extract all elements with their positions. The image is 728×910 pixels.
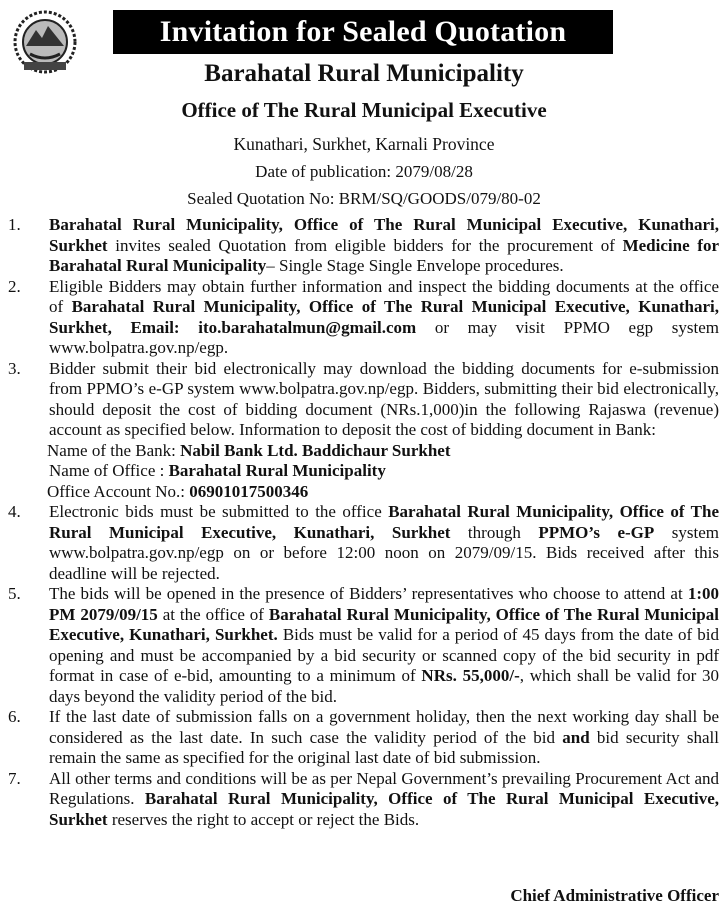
publication-date: Date of publication: 2079/08/28 bbox=[255, 162, 473, 181]
list-item bbox=[0, 502, 728, 584]
office-label: Name of Office : bbox=[49, 461, 169, 480]
office-name: Office of The Rural Municipal Executive bbox=[181, 98, 547, 122]
item-text: at the office of bbox=[157, 604, 269, 624]
bold-text: 1:00 PM 2079/09/15 bbox=[49, 584, 719, 624]
item-number: 6. bbox=[8, 707, 21, 726]
item-text: invites sealed Quotation from eligible bidders for the procurement of bbox=[107, 235, 623, 255]
account-label: Office Account No.: bbox=[47, 481, 190, 501]
address: Kunathari, Surkhet, Karnali Province bbox=[233, 134, 495, 154]
bold-text: Barahatal Rural Municipality, Office of The Rural Municipal Executive, Kunathari, Surkhet bbox=[49, 502, 719, 542]
item-text: If the last date of submission falls on a government holiday, then the next working day shall be considered as the last date. In such case the validity period of the bid bbox=[49, 707, 719, 747]
bold-text: Barahatal Rural Municipality, Office of The Rural Municipal Executive, Kunathari, Surkhet bbox=[49, 215, 719, 255]
item-text: All other terms and conditions will be as per Nepal Government’s prevailing Procurement Act and Regulations. bbox=[49, 768, 719, 808]
item-text: Bidder submit their bid electronically may download the bidding documents for e-submission from PPMO’s e-GP system www.bolpatra.gov.np/egp. Bidders, submitting their bid electronically, should deposit the cost of bidding document (NRs.1,000)in the following Rajaswa (revenue) account as specified below. Information to deposit the cost of bidding document in Bank: bbox=[49, 358, 719, 439]
item-text: or may visit PPMO egp system www.bolpatra.gov.np/egp. bbox=[49, 317, 719, 357]
item-text: system www.bolpatra.gov.np/egp on or before 12:00 noon on 2079/09/15. Bids received after this deadline will be rejected. bbox=[49, 522, 720, 583]
bold-text: NRs. 55,000/- bbox=[421, 666, 520, 685]
item-number: 1. bbox=[8, 215, 21, 234]
list-item bbox=[0, 769, 728, 831]
account-value: 06901017500346 bbox=[189, 481, 309, 501]
list-item bbox=[0, 277, 728, 359]
item-text: reserves the right to accept or reject the Bids. bbox=[107, 809, 420, 829]
item-number: 5. bbox=[8, 584, 21, 603]
item-text: , which shall be valid for 30 days beyond the validity period of the bid. bbox=[49, 666, 720, 706]
list-item bbox=[0, 215, 728, 277]
bold-text: PPMO’s e-GP bbox=[538, 522, 655, 542]
bold-text: Medicine for Barahatal Rural Municipality bbox=[49, 235, 720, 275]
quotation-number: Sealed Quotation No: BRM/SQ/GOODS/079/80-02 bbox=[187, 189, 541, 208]
item-number: 2. bbox=[8, 276, 21, 296]
bank-name-line bbox=[47, 441, 719, 462]
list-item bbox=[0, 707, 728, 769]
office-value: Barahatal Rural Municipality bbox=[168, 461, 386, 480]
item-text: Electronic bids must be submitted to the office bbox=[49, 502, 389, 521]
bank-value: Nabil Bank Ltd. Baddichaur Surkhet bbox=[180, 440, 451, 460]
bank-label: Name of the Bank: bbox=[47, 440, 181, 460]
item-text: through bbox=[450, 522, 539, 542]
item-text: Bids must be valid for a period of 45 days from the date of bid opening and must be accompanied by a bid security or scanned copy of the bid security in pdf format in case of e-bid, amounting to a minimum of bbox=[49, 625, 719, 685]
item-text: – Single Stage Single Envelope procedures. bbox=[266, 256, 564, 275]
item-number: 7. bbox=[8, 768, 21, 788]
organization-name: Barahatal Rural Municipality bbox=[204, 60, 524, 87]
list-item bbox=[0, 359, 728, 503]
item-number: 3. bbox=[8, 358, 21, 378]
item-text: bid security shall remain the same as specified for the original last date of bid submission. bbox=[49, 727, 719, 767]
list-item bbox=[0, 584, 728, 707]
bold-text: Barahatal Rural Municipality, Office of The Rural Municipal Executive, Kunathari, Surkhet, Email: ito.barahatalmun@gmail.com bbox=[49, 297, 719, 337]
terms-list bbox=[0, 215, 728, 830]
item-number: 4. bbox=[8, 502, 21, 521]
signature-title: Chief Administrative Officer bbox=[510, 886, 719, 905]
item-text: The bids will be opened in the presence of Bidders’ representatives who choose to attend at bbox=[49, 584, 688, 603]
bold-text: Barahatal Rural Municipality, Office of The Rural Municipal Executive, Surkhet bbox=[49, 789, 719, 829]
account-number-line bbox=[47, 482, 719, 503]
page-title: Invitation for Sealed Quotation bbox=[113, 10, 613, 54]
item-text: Eligible Bidders may obtain further information and inspect the bidding documents at the office of bbox=[49, 276, 719, 316]
office-name-line bbox=[49, 461, 719, 482]
bold-text: and bbox=[562, 727, 590, 747]
bold-text: Barahatal Rural Municipality, Office of The Rural Municipal Executive, Kunathari, Surkhet. bbox=[49, 604, 719, 644]
